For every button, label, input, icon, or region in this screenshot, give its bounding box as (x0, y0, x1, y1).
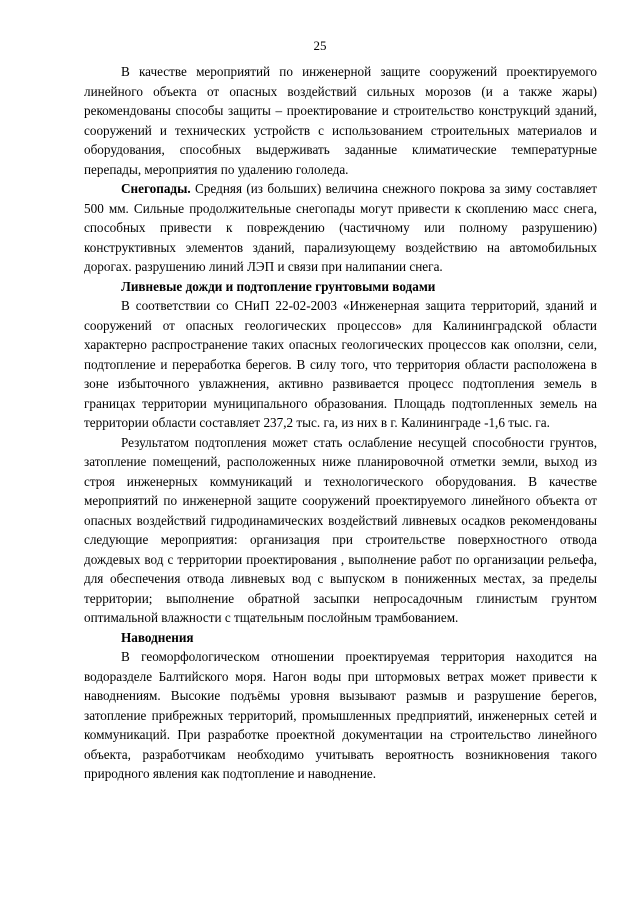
paragraph-flooding-result: Результатом подтопления может стать ослабление несущей способности грунтов, затопление помещений, расположенных ниже планировочной отметки земли, выход из строя инженерных коммуникаций и технологического оборудования. В качестве мероприятий по инженерной защите сооружений проектируемого линейного объекта от опасных воздействий гидродинамических воздействий ливневых осадков рекомендованы следующие мероприятия: организация при строительстве поверхностного отвода дождевых вод с территории проектирования , выполнение работ по организации рельефа, для обеспечения отвода ливневых вод с выпуском в пониженных местах, за пределы территории; выполнение обратной засыпки непросадочным глинистым грунтом оптимальной влажности с тщательным послойным трамбованием. (84, 434, 597, 625)
paragraph-frost-protection: В качестве мероприятий по инженерной защите сооружений проектируемого линейного объекта от опасных воздействий сильных морозов (и а также жары) рекомендованы способы защиты – проектирование и строительство конструкций зданий, сооружений и технических устройств с использованием строительных материалов и оборудования, способных выдерживать заданные климатические температурные перепады, мероприятия по удалению гололеда. (84, 64, 597, 177)
heading-floods: Наводнения (121, 629, 194, 645)
snowfall-lead: Снегопады. (121, 181, 191, 196)
snowfall-body: Средняя (из больших) величина снежного покрова за зиму составляет 500 мм. Сильные продолжительные снегопады могут привести к скоплению масс снега, способных привести к повреждению (частичному или полному разрушению) конструктивных элементов зданий, парализующему воздействию на автомобильных дорогах. разрушению линий ЛЭП и связи при налипании снега. (84, 181, 597, 274)
heading-rain-flooding: Ливневые дожди и подтопление грунтовыми водами (121, 278, 436, 294)
paragraph-snip: В соответствии со СНиП 22-02-2003 «Инженерная защита территорий, зданий и сооружений от опасных геологических процессов» для Калининградской области характерно распространение таких опасных геологических процессов как оползни, сели, подтопление и переработка берегов. В силу того, что территория области расположена в зоне избыточного увлажнения, активно развивается процесс подтопления земель в границах территории муниципального образования. Площадь подтопленных земель на территории области составляет 237,2 тыс. га, из них в г. Калининграде -1,6 тыс. га. (84, 298, 597, 430)
paragraph-floods: В геоморфологическом отношении проектируемая территория находится на водоразделе Балтийского моря. Нагон воды при штормовых ветрах может привести к наводнениям. Высокие подъёмы уровня вызывают размыв и разрушение берегов, затопление прибрежных территорий, промышленных предприятий, инженерных сетей и коммуникаций. При разработке проектной документации на строительство линейного объекта, разработчикам необходимо учитывать вероятность возникновения такого природного явления как подтопление и наводнение. (84, 649, 597, 781)
document-body (84, 62, 597, 784)
page-number: 25 (313, 38, 327, 53)
paragraph-snowfall (84, 179, 597, 277)
